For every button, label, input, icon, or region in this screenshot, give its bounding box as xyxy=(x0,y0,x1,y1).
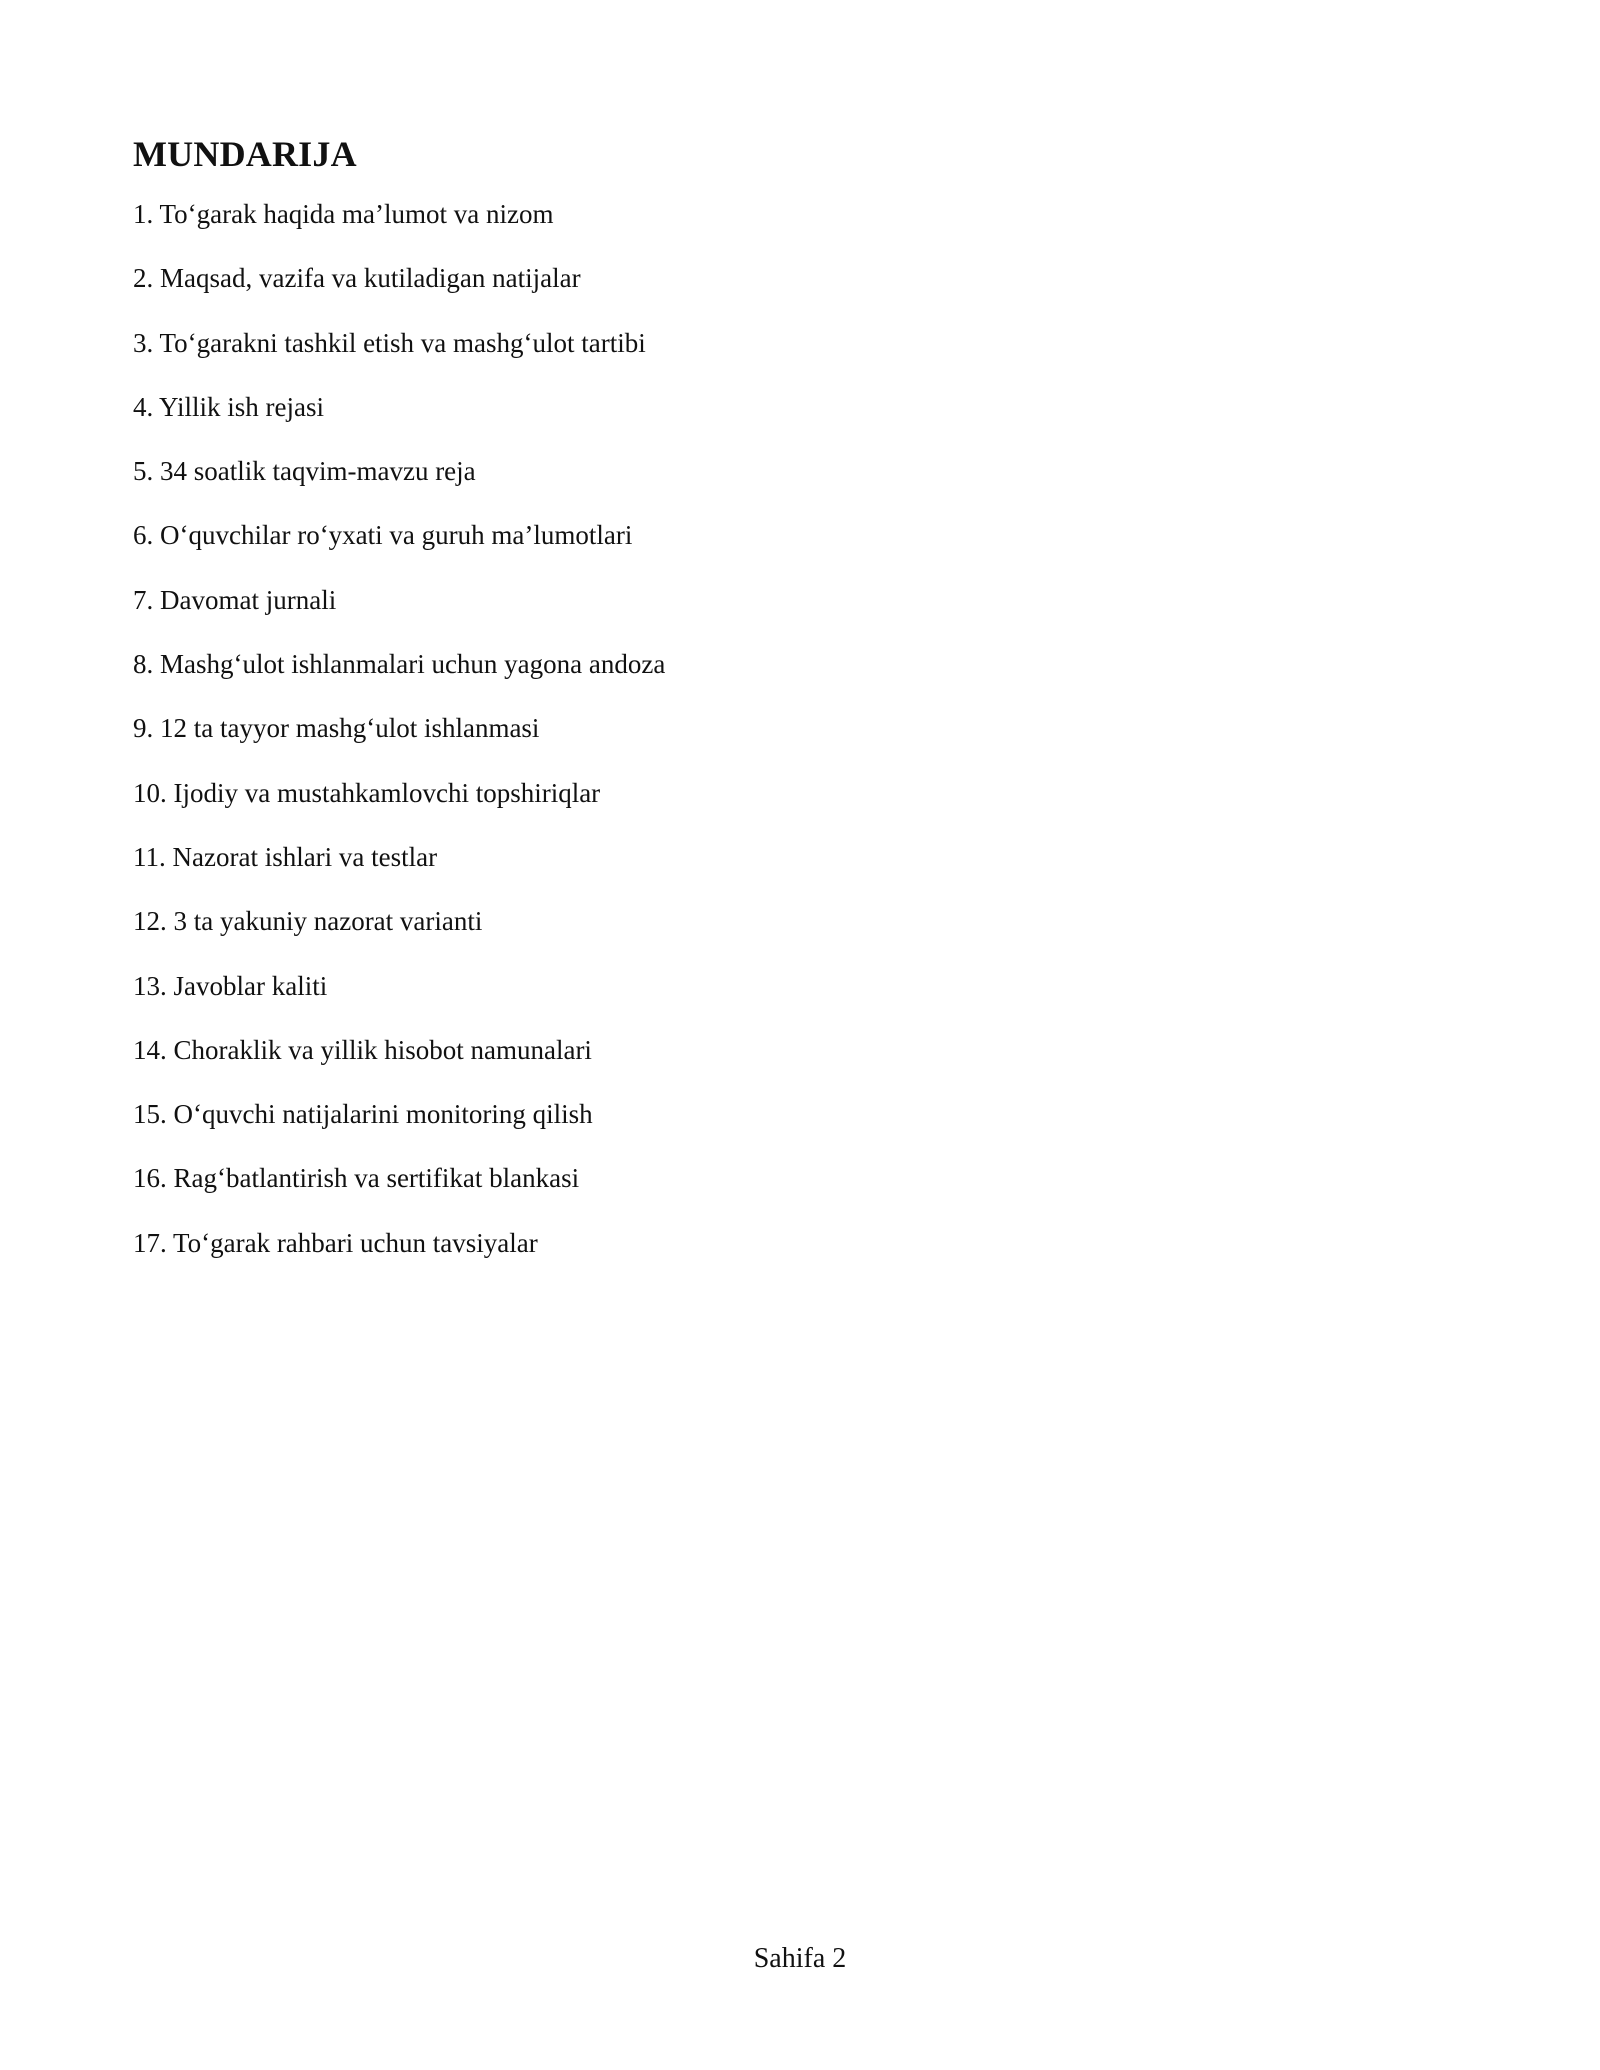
toc-item: 14. Choraklik va yillik hisobot namunalari xyxy=(133,1034,592,1065)
page-footer xyxy=(0,1942,1600,1976)
toc-item: 2. Maqsad, vazifa va kutiladigan natijalar xyxy=(133,263,581,294)
toc-item: 8. Mashg‘ulot ishlanmalari uchun yagona andoza xyxy=(133,649,666,680)
toc-item: 12. 3 ta yakuniy nazorat varianti xyxy=(133,906,483,937)
toc-title: MUNDARIJA xyxy=(133,134,357,174)
toc-item: 17. To‘garak rahbari uchun tavsiyalar xyxy=(133,1227,538,1258)
toc-item: 3. To‘garakni tashkil etish va mashg‘ulot tartibi xyxy=(133,327,646,358)
toc-item: 11. Nazorat ishlari va testlar xyxy=(133,841,438,872)
toc-item: 7. Davomat jurnali xyxy=(133,584,337,615)
toc-item: 1. To‘garak haqida ma’lumot va nizom xyxy=(133,199,554,229)
toc-item: 16. Rag‘batlantirish va sertifikat blankasi xyxy=(133,1163,580,1194)
toc-item: 4. Yillik ish rejasi xyxy=(133,391,324,422)
toc-item: 6. O‘quvchilar ro‘yxati va guruh ma’lumotlari xyxy=(133,520,633,551)
toc-list xyxy=(133,197,665,1290)
toc-item: 10. Ijodiy va mustahkamlovchi topshiriqlar xyxy=(133,777,601,808)
page-number: Sahifa 2 xyxy=(753,1943,847,1974)
toc-item: 5. 34 soatlik taqvim-mavzu reja xyxy=(133,456,476,487)
toc-item: 9. 12 ta tayyor mashg‘ulot ishlanmasi xyxy=(133,713,540,744)
toc-item: 15. O‘quvchi natijalarini monitoring qilish xyxy=(133,1099,593,1130)
toc-item: 13. Javoblar kaliti xyxy=(133,970,328,1001)
